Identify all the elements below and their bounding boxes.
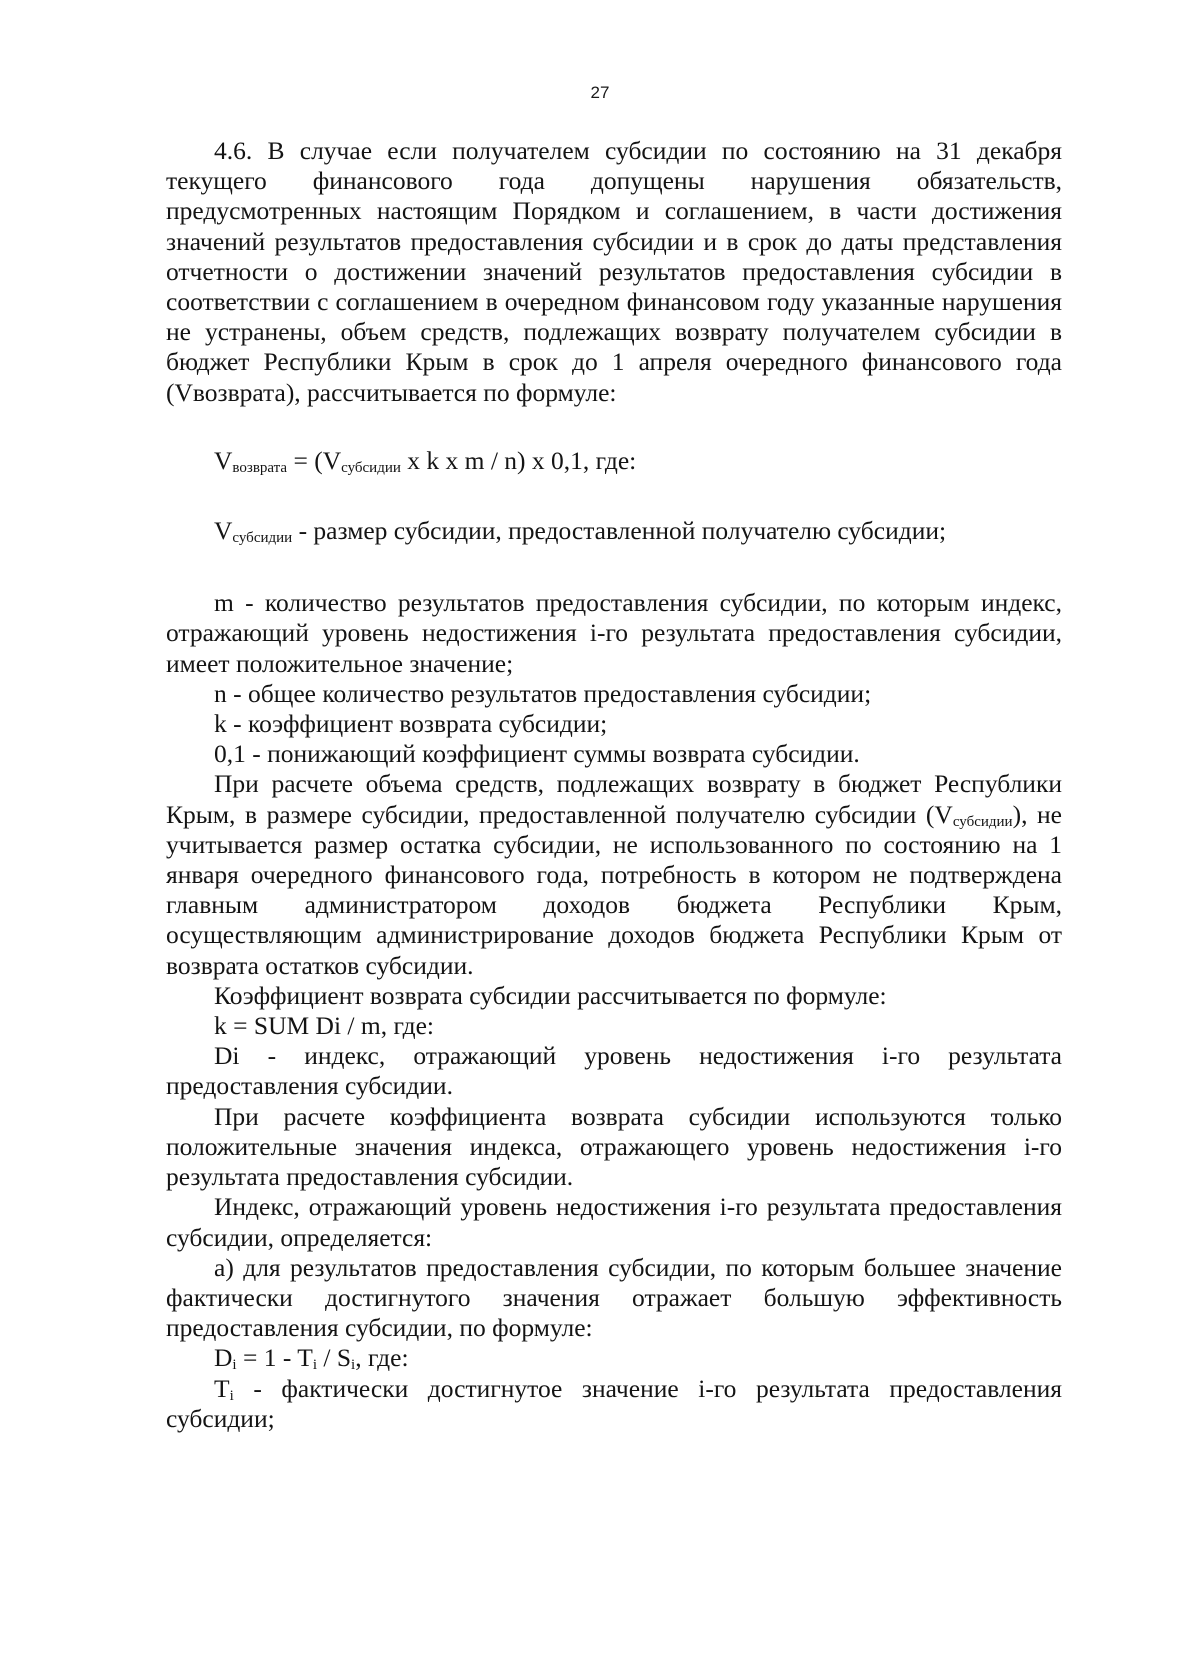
definition-factor: 0,1 - понижающий коэффициент суммы возврата субсидии. — [214, 739, 860, 769]
formula-eq-open: = (V — [287, 445, 342, 475]
definition-vsubsidy — [166, 516, 1062, 546]
ti-text: - фактически достигнутое значение i-го результата предоставления субсидии; — [166, 1373, 1062, 1433]
calc-note-after: ), не учитывается размер остатка субсидии, не использованного по состоянию на 1 января очередного финансового года, потребность в котором не подтверждена главным администратором доходов бюджета Республики Крым, осуществляющим администрирование доходов бюджета Республики Крым от возврата остатков субсидии. — [166, 799, 1062, 980]
calc-note-before: При расчете объема средств, подлежащих возврату в бюджет Республики Крым, в размере субсидии, предоставленной получателю субсидии (V — [166, 769, 1062, 829]
di-d: D — [214, 1343, 233, 1373]
di-s-sub: i — [351, 1357, 356, 1374]
calc-note-sub: субсидии — [952, 813, 1013, 830]
formula-sub-return: возврата — [232, 459, 288, 476]
definition-m: m - количество результатов предоставления субсидии, по которым индекс, отражающий уровень недостижения i-го результата предоставления субсидии, имеет положительное значение; — [166, 588, 1062, 678]
formula-sub-subsidy: субсидии — [341, 459, 401, 476]
paragraph-index-intro: Индекс, отражающий уровень недостижения i-го результата предоставления субсидии, определяется: — [166, 1192, 1062, 1252]
formula-rest: x k x m / n) x 0,1, где: — [400, 445, 637, 475]
definition-ti — [166, 1374, 1062, 1434]
ti-sub: i — [229, 1387, 234, 1404]
definition-di: Di - индекс, отражающий уровень недостижения i-го результата предоставления субсидии. — [166, 1041, 1062, 1101]
di-d-sub: i — [232, 1357, 237, 1374]
vsub-sub: субсидии — [232, 530, 293, 547]
page-number: 27 — [590, 83, 610, 102]
di-mid: = 1 - T — [236, 1343, 313, 1373]
vsub-v: V — [214, 516, 233, 546]
formula-return-volume — [166, 446, 1062, 476]
di-t-sub: i — [312, 1357, 318, 1374]
paragraph-calc-note — [166, 769, 1062, 980]
di-tail: , где: — [355, 1343, 409, 1373]
ti-t: T — [214, 1373, 230, 1403]
k-formula: k = SUM Di / m, где: — [214, 1011, 435, 1041]
definition-n: n - общее количество результатов предоставления субсидии; — [214, 678, 872, 708]
vsub-text: - размер субсидии, предоставленной получателю субсидии; — [292, 516, 947, 546]
paragraph-positive-note: При расчете коэффициента возврата субсидии используются только положительные значения индекса, отражающего уровень недостижения i-го результата предоставления субсидии. — [166, 1101, 1062, 1192]
formula-v: V — [214, 445, 233, 475]
document-body — [166, 136, 1062, 1434]
item-a: а) для результатов предоставления субсидии, по которым большее значение фактически достигнутого значения отражает большую эффективность предоставления субсидии, по формуле: — [166, 1252, 1062, 1343]
k-formula-intro: Коэффициент возврата субсидии рассчитывается по формуле: — [214, 980, 887, 1010]
di-slash: / S — [317, 1343, 352, 1373]
formula-di — [166, 1343, 1062, 1373]
paragraph-4-6: 4.6. В случае если получателем субсидии по состоянию на 31 декабря текущего финансового года допущены нарушения обязательств, предусмотренных настоящим Порядком и соглашением, в части достижения значений результатов предоставления субсидии и в срок до даты представления отчетности о достижении значений результатов предоставления субсидии в соответствии с соглашением в очередном финансовом году указанные нарушения не устранены, объем средств, подлежащих возврату получателем субсидии в бюджет Республики Крым в срок до 1 апреля очередного финансового года (Vвозврата), рассчитывается по формуле: — [166, 136, 1062, 407]
definition-k: k - коэффициент возврата субсидии; — [214, 709, 608, 739]
